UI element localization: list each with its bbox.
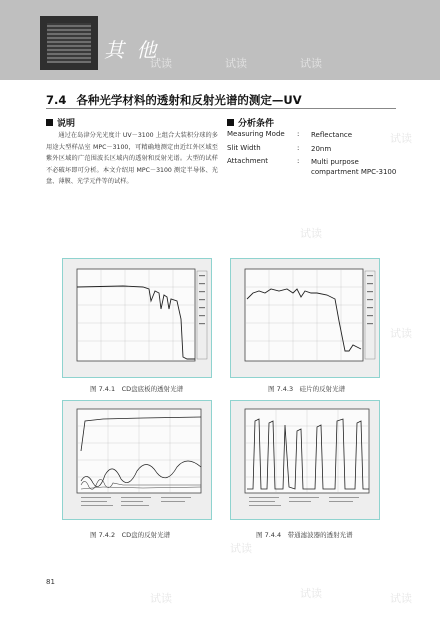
square-bullet-icon — [227, 119, 234, 126]
title-rule — [46, 108, 396, 109]
section-number: 7.4 — [46, 93, 67, 107]
watermark: 试读 — [230, 542, 252, 555]
conditions-heading: 分析条件 — [227, 116, 274, 129]
watermark: 试读 — [300, 57, 322, 70]
description-text: 通过在岛津分光光度计 UV－3100 上组合大装积分球的多用途大型样品室 MPC－3100，可精确地测定由近红外区域至紫外区域的广范围波长区域内的透射和反射光谱。大型的试样不必破坏即可分析。本文介绍用 MPC－3100 测定半导体、光盘、薄膜、光学元件等的试样。 — [46, 132, 218, 186]
chapter-header — [0, 0, 440, 80]
section-title-text: 各种光学材料的透射和反射光谱的测定—UV — [76, 93, 302, 107]
watermark: 试读 — [300, 587, 322, 600]
figure-caption: 图 7.4.3 硅片的反射光谱 — [268, 385, 346, 393]
section-title — [46, 92, 302, 108]
page-number: 81 — [46, 578, 55, 586]
watermark: 试读 — [150, 57, 172, 70]
watermark: 试读 — [300, 227, 322, 240]
watermark: 试读 — [225, 57, 247, 70]
watermark: 试读 — [390, 132, 412, 145]
figure-caption: 图 7.4.1 CD盘底板的透射光谱 — [90, 385, 184, 393]
figure-caption: 图 7.4.4 带通滤波器的透射光谱 — [256, 531, 353, 539]
figure-7-4-2-spectrum — [62, 400, 212, 520]
figure-7-4-1-spectrum — [62, 258, 212, 378]
watermark: 试读 — [150, 592, 172, 605]
watermark: 试读 — [390, 327, 412, 340]
figure-7-4-4-spectrum — [230, 400, 380, 520]
watermark: 试读 — [390, 592, 412, 605]
chapter-title: 其 他 — [104, 38, 160, 62]
figure-caption: 图 7.4.2 CD盘的反射光谱 — [90, 531, 171, 539]
figure-7-4-3-spectrum — [230, 258, 380, 378]
square-bullet-icon — [46, 119, 53, 126]
description-heading: 说明 — [46, 116, 75, 129]
chapter-logo — [40, 16, 98, 70]
